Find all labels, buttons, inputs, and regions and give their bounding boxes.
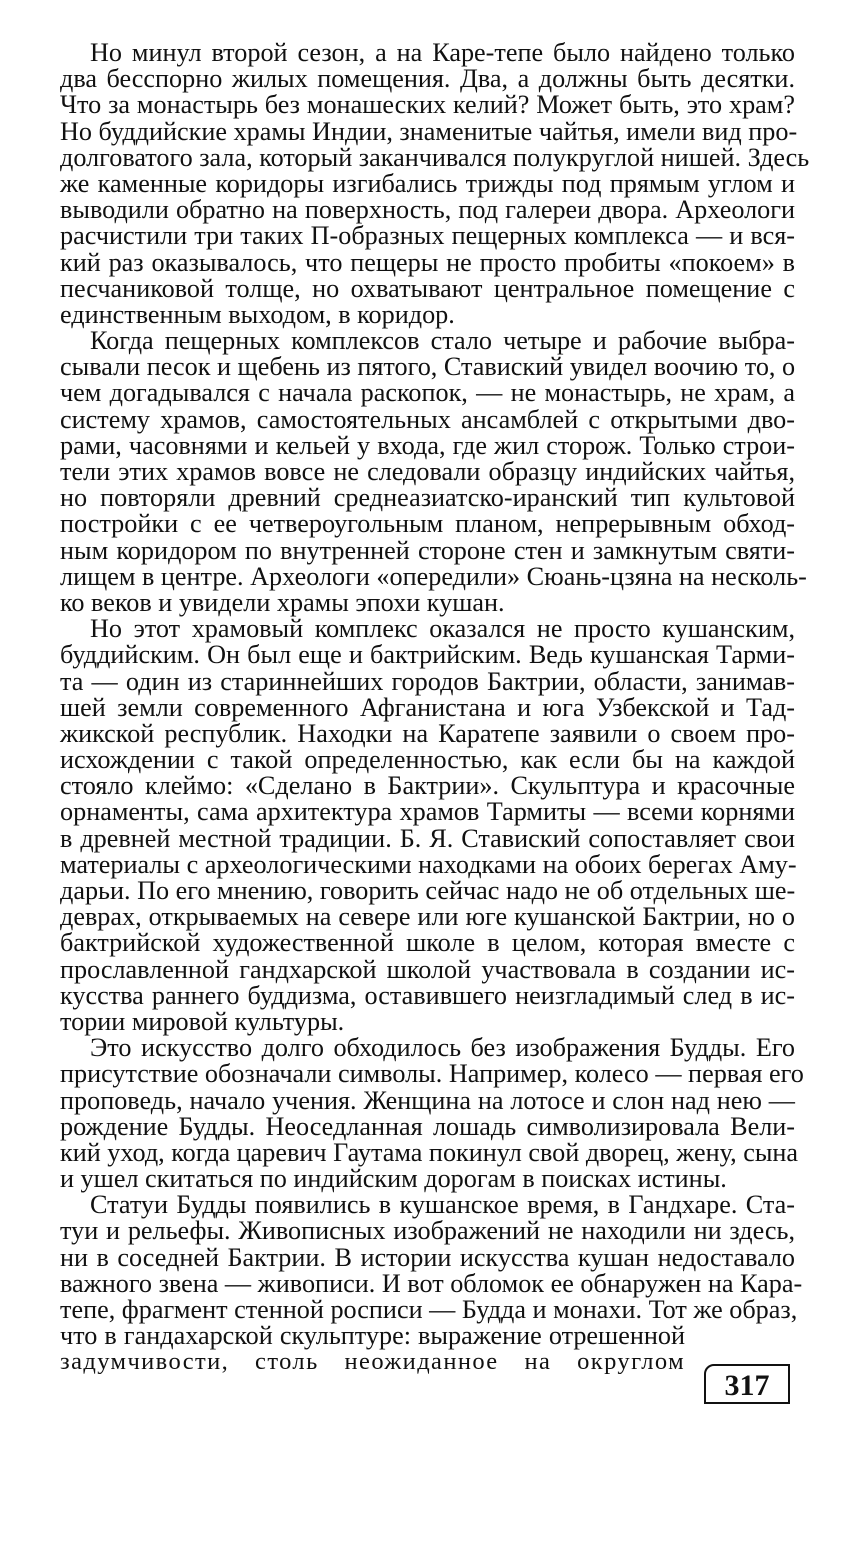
text-line: Что за монастырь без монашеских келий? Может быть, это храм?: [60, 90, 795, 120]
paragraph: [60, 616, 795, 1035]
text-line: ни в соседней Бактрии. В истории искусства кушан недоставало: [60, 1242, 795, 1272]
text-line: проповедь, начало учения. Женщина на лотосе и слон над нею —: [60, 1085, 795, 1115]
text-line: выводили обратно на поверхность, под галереи двора. Археологи: [60, 195, 795, 225]
text-line: Статуи Будды появились в кушанское время, в Гандхаре. Ста-: [90, 1190, 795, 1220]
text-line: исхождении с такой определенностью, как если бы на каждой: [60, 745, 795, 775]
text-line: важного звена — живописи. И вот обломок ее обнаружен на Кара-: [60, 1268, 803, 1298]
text-line: присутствие обозначали символы. Например, колесо — первая его: [60, 1059, 804, 1089]
page-body: [60, 38, 810, 1376]
text-line: шей земли современного Афганистана и юга Узбекской и Тад-: [60, 692, 795, 722]
text-line: кий уход, когда царевич Гаутама покинул свой дворец, жену, сына: [60, 1137, 799, 1167]
text-line: Когда пещерных комплексов стало четыре и рабочие выбра-: [90, 326, 795, 356]
text-line: единственным выходом, в коридор.: [60, 299, 455, 329]
text-line: рами, часовнями и кельей у входа, где жил сторож. Только строи-: [60, 430, 795, 460]
text-line: два бесспорно жилых помещения. Два, а должны быть десятки.: [60, 64, 795, 94]
text-line: тели этих храмов вовсе не следовали образцу индийских чайтья,: [60, 457, 795, 486]
text-line: стояло клеймо: «Сделано в Бактрии». Скульптура и красочные: [60, 771, 795, 801]
paragraph: [60, 1033, 804, 1194]
text-line: жикской республик. Находки на Каратепе заявили о своем про-: [60, 718, 795, 748]
text-line: Но буддийские храмы Индии, знаменитые чайтья, имели вид про-: [60, 116, 798, 146]
page-number: 317: [704, 1364, 790, 1404]
text-line: тории мировой культуры.: [60, 1006, 345, 1036]
text-line: Но этот храмовый комплекс оказался не просто кушанским,: [90, 614, 795, 644]
text-line: буддийским. Он был еще и бактрийским. Ведь кушанская Тарми-: [60, 640, 795, 670]
text-line: постройки с ее четвероугольным планом, непрерывным обход-: [60, 509, 795, 539]
text-line: орнаменты, сама архитектура храмов Тармиты — всеми корнями: [60, 797, 795, 827]
text-line: но повторяли древний среднеазиатско-иранский тип культовой: [60, 483, 795, 513]
text-line: расчистили три таких П-образных пещерных комплекса — и вся-: [60, 221, 795, 251]
text-line: Но минул второй сезон, а на Каре-тепе было найдено только: [90, 38, 795, 67]
paragraph: [60, 1190, 803, 1324]
text-line: и ушел скитаться по индийским дорогам в поисках истины.: [60, 1164, 727, 1194]
text-line: рождение Будды. Неоседланная лошадь символизировала Вели-: [60, 1111, 795, 1141]
text-line: же каменные коридоры изгибались трижды под прямым углом и: [60, 168, 795, 198]
paragraph: [60, 326, 807, 617]
text-line: бактрийской художественной школе в целом, которая вместе с: [60, 928, 795, 958]
text-line: дарьи. По его мнению, говорить сейчас надо не об отдельных ше-: [60, 876, 796, 905]
text-line: что в гандахарской скульптуре: выражение отрешенной: [60, 1321, 685, 1351]
text-line: песчаниковой толще, но охватывают центральное помещение с: [60, 273, 795, 303]
text-line: материалы с археологическими находками на обоих берегах Аму-: [60, 849, 797, 879]
text-line: чем догадывался с начала раскопок, — не монастырь, не храм, а: [60, 378, 795, 408]
text-line: задумчивости, столь неожиданное на округлом: [60, 1348, 685, 1376]
text-line: Это искусство долго обходилось без изображения Будды. Его: [90, 1033, 795, 1063]
text-line: долговатого зала, который заканчивался полукруглой нишей. Здесь: [60, 142, 810, 172]
text-column: [60, 38, 810, 1324]
paragraph: [60, 38, 810, 329]
text-line: кий раз оказывалось, что пещеры не просто пробиты «покоем» в: [60, 247, 795, 277]
text-line: лищем в центре. Археологи «опередили» Сюань-цзяна на несколь-: [60, 561, 807, 591]
text-line: систему храмов, самостоятельных ансамблей с открытыми дво-: [60, 404, 795, 434]
text-line: прославленной гандхарской школой участвовала в создании ис-: [60, 954, 795, 984]
text-line: туи и рельефы. Живописных изображений не находили ни здесь,: [60, 1216, 795, 1246]
text-line: кусства раннего буддизма, оставившего неизгладимый след в ис-: [60, 980, 795, 1010]
text-line: та — один из стариннейших городов Бактрии, области, занимав-: [60, 666, 795, 696]
text-line: ным коридором по внутренней стороне стен и замкнутым святи-: [60, 535, 795, 565]
text-line: ко веков и увидели храмы эпохи кушан.: [60, 587, 505, 617]
text-line: деврах, открываемых на севере или юге кушанской Бактрии, но о: [60, 902, 795, 932]
text-line: в древней местной традиции. Б. Я. Ставиский сопоставляет свои: [60, 823, 795, 853]
text-line: сывали песок и щебень из пятого, Ставиский увидел воочию то, о: [60, 352, 796, 382]
text-line: тепе, фрагмент стенной росписи — Будда и монахи. Тот же образ,: [60, 1295, 798, 1324]
